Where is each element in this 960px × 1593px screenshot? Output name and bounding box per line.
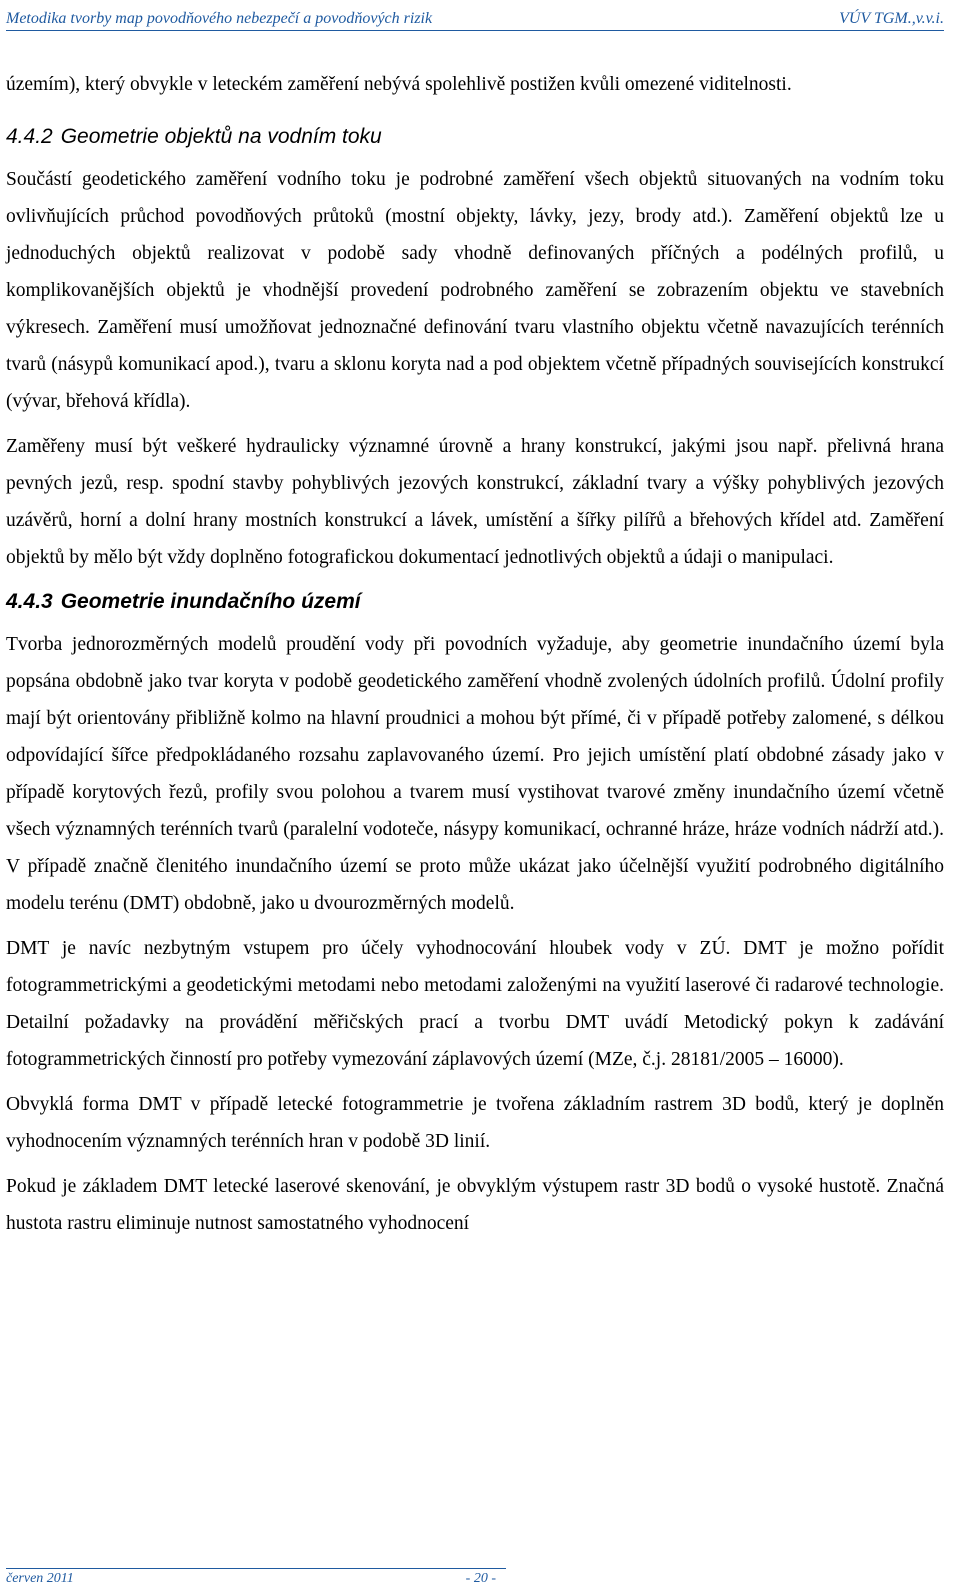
header-document-title: Metodika tvorby map povodňového nebezpečí a povodňových rizik: [6, 10, 433, 27]
page-number: - 20 -: [465, 1571, 496, 1586]
section-number: 4.4.2: [6, 125, 53, 148]
paragraph-visibility: územím), který obvykle v leteckém zaměření nebývá spolehlivě postižen kvůli omezené viditelnosti.: [6, 74, 792, 95]
page-header: [6, 2, 944, 31]
header-institution: VÚV TGM.,v.v.i.: [839, 10, 944, 27]
section-heading-objects: [6, 119, 944, 155]
section-title: Geometrie inundačního území: [60, 590, 361, 613]
section-title: Geometrie objektů na vodním toku: [60, 125, 382, 148]
paragraph-dmt-form: Obvyklá forma DMT v případě letecké fotogrammetrie je tvořena základním rastrem 3D bodů, který je doplněn vyhodnocením významných terénních hran v podobě 3D linií.: [6, 1094, 944, 1152]
paragraph-object-survey: Součástí geodetického zaměření vodního toku je podrobné zaměření všech objektů situovaných na vodním toku ovlivňujících průchod povodňových průtoků (mostní objekty, lávky, jezy, brody atd.). Zaměření objektů lze u jednoduchých objektů realizovat v podobě sady vhodně definovaných příčných a podélných profilů, u komplikovanějších objektů je vhodnější provedení podrobného zaměření se zobrazením objektu ve stavebních výkresech. Zaměření musí umožňovat jednoznačné definování tvaru vlastního objektu včetně navazujících terénních tvarů (násypů komunikací apod.), tvaru a sklonu koryta nad a pod objektem včetně případných souvisejících konstrukcí (vývar, břehová křídla).: [6, 169, 944, 412]
page-footer: [6, 1568, 506, 1587]
section-heading-inundation: [6, 584, 944, 620]
paragraph-inundation-geometry: Tvorba jednorozměrných modelů proudění vody při povodních vyžaduje, aby geometrie inundačního území byla popsána obdobně jako tvar koryta v podobě geodetického zaměření vhodně zvolených údolních profilů. Údolní profily mají být orientovány přibližně kolmo na hlavní proudnici a mohou být přímé, či v případě potřeby zalomené, s délkou odpovídající šířce předpokládaného rozsahu zaplavovaného území. Pro jejich umístění platí obdobné zásady jako v případě korytových řezů, profily svou polohou a tvarem musí vystihovat tvarové změny inundačního území včetně všech významných terénních tvarů (paralelní vodoteče, násypy komunikací, ochranné hráze, hráze vodních nádrží atd.). V případě značně členitého inundačního území se proto může ukázat jako účelnější využití podrobného digitálního modelu terénu (DMT) obdobně, jako u dvourozměrných modelů.: [6, 634, 944, 914]
page-body: [6, 66, 944, 1242]
paragraph-hydraulic-levels: Zaměřeny musí být veškeré hydraulicky významné úrovně a hrany konstrukcí, jakými jsou např. přelivná hrana pevných jezů, resp. spodní stavby pohyblivých jezových konstrukcí, základní tvary a výšky pohyblivých jezových uzávěrů, horní a dolní hrany mostních konstrukcí a lávek, umístění a šířky pilířů a břehových křídel atd. Zaměření objektů by mělo být vždy doplněno fotografickou dokumentací jednotlivých objektů a údaji o manipulaci.: [6, 436, 944, 568]
paragraph-dmt-input: DMT je navíc nezbytným vstupem pro účely vyhodnocování hloubek vody v ZÚ. DMT je možno pořídit fotogrammetrickými a geodetickými metodami nebo metodami založenými na využití laserové či radarové technologie. Detailní požadavky na provádění měřičských prací a tvorbu DMT uvádí Metodický pokyn k zadávání fotogrammetrických činností pro potřeby vymezování záplavových území (MZe, č.j. 28181/2005 – 16000).: [6, 938, 944, 1070]
section-number: 4.4.3: [6, 590, 53, 613]
footer-date: červen 2011: [6, 1571, 74, 1586]
paragraph-laser-scanning: Pokud je základem DMT letecké laserové skenování, je obvyklým výstupem rastr 3D bodů o vysoké hustotě. Značná hustota rastru eliminuje nutnost samostatného vyhodnocení: [6, 1176, 944, 1234]
